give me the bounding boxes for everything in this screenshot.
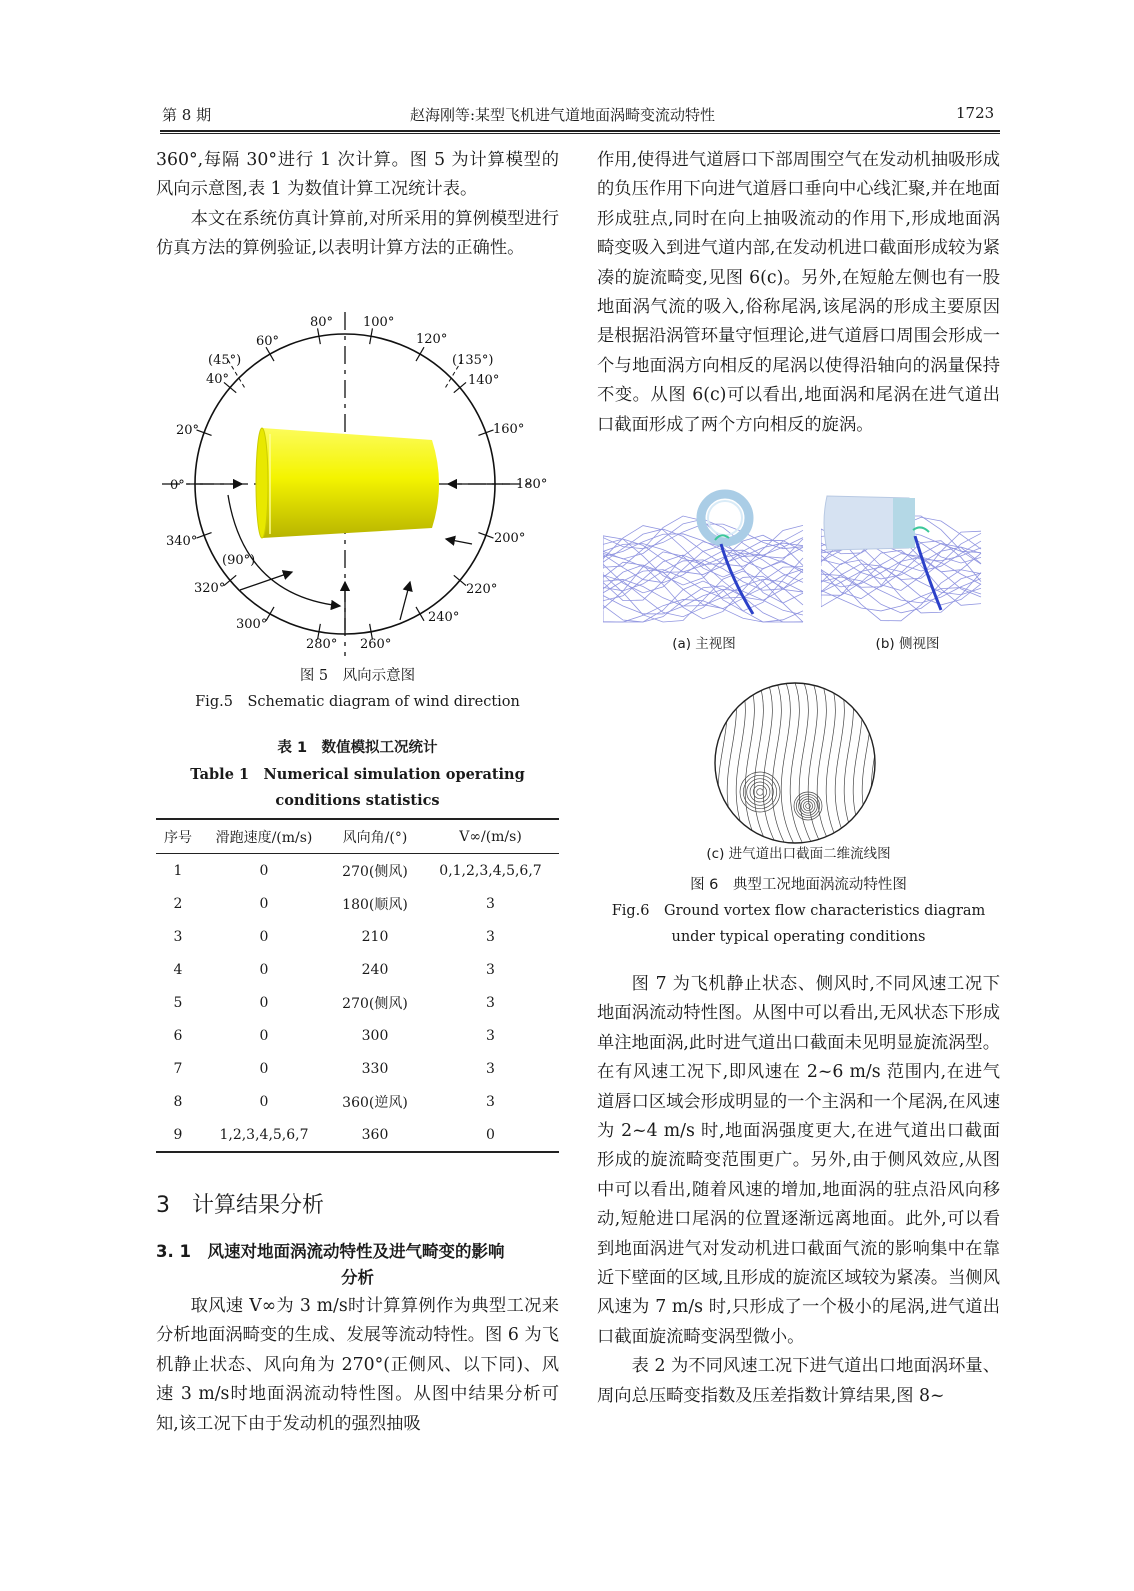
table-cell: 180(顺风): [342, 896, 408, 913]
table-cell: 0: [259, 1027, 269, 1044]
paragraph: 图 7 为飞机静止状态、侧风时,不同风速工况下地面涡流动特性图。从图中可以看出,无风状态下形成单注地面涡,此时进气道出口截面未见明显旋流涡型。 在有风速工况下,即风速在 2~6 m/s 范围内,在进气道唇口区域会形成明显的一个主涡和一个尾涡,在风速为 2~4 m/s 时,地面涡强度更大,在进气道出口截面形成的旋流畸变范围更广。另外,由于侧风效应,从图中可以看出,随着风速的增加,地面涡的驻点沿风向移动,短舱进口尾涡的位置逐渐远离地面。此外,可以看到地面涡进气对发动机进口截面气流的影响集中在靠近下壁面的区域,且形成的旋流区域较为紧凑。当侧风风速为 7 m/s 时,只形成了一个极小的尾涡,进气道出口截面旋流畸变涡型微小。: [597, 974, 1000, 1347]
table-cell: 240: [361, 961, 389, 978]
angle-label: 340°: [166, 534, 198, 549]
table-cell: 3: [486, 994, 495, 1011]
table-cell: 6: [173, 1027, 183, 1044]
fig6a-label: (a) 主视图: [672, 636, 736, 652]
paragraph: 取风速 V∞为 3 m/s时计算算例作为典型工况来分析地面涡畸变的生成、发展等流动特性。图 6 为飞机静止状态、风向角为 270°(正侧风、以下同)、风速 3 m/s时地面涡流动特性图。从图中结果分析可知,该工况下由于发动机的强烈抽吸: [156, 1296, 559, 1434]
table-cell: 3: [486, 961, 495, 978]
table-cell: 210: [361, 928, 389, 945]
fig5-caption-en: Fig.5 Schematic diagram of wind direction: [195, 694, 520, 710]
table-cell: 270(侧风): [342, 863, 408, 880]
angle-label: (45°): [208, 353, 242, 368]
column-header: 风向角/(°): [342, 829, 408, 846]
right-column-top: [597, 146, 1000, 440]
table-cell: 8: [173, 1093, 183, 1110]
subsection-heading: 3. 1 风速对地面涡流动特性及进气畸变的影响: [156, 1242, 505, 1261]
fig6b-label: (b) 侧视图: [875, 636, 940, 652]
table-cell: 360: [361, 1126, 389, 1143]
right-column-bottom: [597, 970, 1000, 1411]
running-title: 赵海刚等:某型飞机进气道地面涡畸变流动特性: [410, 106, 716, 124]
table-cell: 3: [173, 928, 183, 945]
table-cell: 0: [259, 1093, 269, 1110]
fig6-caption-en: Fig.6 Ground vortex flow characteristics diagram: [611, 903, 986, 919]
left-column-bottom: [156, 1292, 559, 1439]
table-cell: 300: [361, 1027, 389, 1044]
column-header: V∞/(m/s): [459, 828, 522, 845]
table1: [156, 818, 559, 1153]
angle-label: 100°: [363, 315, 395, 330]
table-cell: 3: [486, 928, 495, 945]
issue-number: 第 8 期: [162, 106, 212, 124]
left-column-top: [156, 146, 559, 264]
table-cell: 9: [173, 1126, 183, 1143]
angle-label: 60°: [256, 334, 280, 349]
table-cell: 3: [486, 1093, 495, 1110]
table-cell: 3: [486, 1060, 495, 1077]
table-row: [156, 920, 559, 953]
table-row: [156, 1052, 559, 1085]
section-heading: 3 计算结果分析: [156, 1193, 324, 1218]
page-number: 1723: [956, 104, 995, 122]
table-row: [156, 1118, 559, 1152]
table-cell: 1: [173, 862, 183, 879]
table1-title-en-2: conditions statistics: [275, 792, 440, 809]
table-cell: 330: [361, 1060, 389, 1077]
column-header: 滑跑速度/(m/s): [215, 829, 313, 846]
angle-label: 300°: [236, 617, 268, 632]
header-rule: [160, 130, 1000, 134]
wind-direction-diagram: [160, 310, 560, 660]
table-cell: 3: [486, 895, 495, 912]
angle-label: 260°: [360, 637, 392, 652]
table-cell: 0: [259, 994, 269, 1011]
angle-label: 120°: [416, 332, 448, 347]
table1-title-en: Table 1 Numerical simulation operating: [190, 766, 525, 783]
table-cell: 0: [259, 961, 269, 978]
table-row: [156, 1019, 559, 1052]
angle-label: 320°: [194, 581, 226, 596]
angle-label: 280°: [306, 637, 338, 652]
subsection-heading-cont: 分析: [341, 1268, 374, 1287]
table-row: [156, 887, 559, 920]
fig6-caption-cn: 图 6 典型工况地面涡流动特性图: [690, 877, 907, 893]
angle-label: (90°): [222, 553, 256, 568]
table-cell: 5: [173, 994, 183, 1011]
angle-label: 180°: [516, 477, 548, 492]
angle-label: 160°: [493, 422, 525, 437]
fig6c-streamline-image: [712, 680, 878, 846]
table-cell: 1,2,3,4,5,6,7: [219, 1126, 309, 1143]
table-cell: 0: [486, 1126, 495, 1143]
paragraph: 360°,每隔 30°进行 1 次计算。图 5 为计算模型的风向示意图,表 1 为数值计算工况统计表。: [156, 150, 559, 200]
column-header: 序号: [164, 829, 192, 846]
fig6b-side-view-image: [821, 486, 994, 626]
fig5-caption-cn: 图 5 风向示意图: [299, 668, 416, 684]
table-row: [156, 1085, 559, 1118]
paragraph: 本文在系统仿真计算前,对所采用的算例模型进行仿真方法的算例验证,以表明计算方法的正确性。: [156, 208, 559, 259]
table-cell: 0: [259, 928, 269, 945]
table-row: [156, 854, 559, 888]
paragraph: 作用,使得进气道唇口下部周围空气在发动机抽吸形成的负压作用下向进气道唇口垂向中心线汇聚,并在地面形成驻点,同时在向上抽吸流动的作用下,形成地面涡畸变吸入到进气道内部,在发动机进口截面形成较为紧凑的旋流畸变,见图 6(c)。另外,在短舱左侧也有一股地面涡气流的吸入,俗称尾涡,该尾涡的形成主要原因是根据沿涡管环量守恒理论,进气道唇口周围会形成一个与地面涡方向相反的尾涡以使得沿轴向的涡量保持不变。从图 6(c)可以看出,地面涡和尾涡在进气道出口截面形成了两个方向相反的旋涡。: [597, 150, 1000, 435]
table-cell: 0: [259, 862, 269, 879]
table-cell: 4: [173, 961, 183, 978]
angle-label: 0°: [170, 478, 185, 493]
table-row: [156, 986, 559, 1019]
table-cell: 2: [173, 895, 183, 912]
table-header-row: [156, 819, 559, 854]
angle-label: 80°: [310, 315, 334, 330]
angle-label: 40°: [206, 372, 230, 387]
fig6-caption-en-2: under typical operating conditions: [671, 929, 926, 945]
table-cell: 0: [259, 895, 269, 912]
fig6c-label: (c) 进气道出口截面二维流线图: [706, 846, 891, 862]
angle-label: 140°: [468, 373, 500, 388]
angle-label: (135°): [452, 353, 494, 368]
table1-title-cn: 表 1 数值模拟工况统计: [277, 740, 438, 756]
angle-label: 20°: [176, 423, 200, 438]
table-cell: 360(逆风): [342, 1094, 408, 1111]
table-cell: 270(侧风): [342, 995, 408, 1012]
angle-label: 200°: [494, 531, 526, 546]
table-row: [156, 953, 559, 986]
nacelle-model: [257, 428, 439, 538]
table-cell: 3: [486, 1027, 495, 1044]
angle-label: 220°: [466, 582, 498, 597]
angle-label: 240°: [428, 610, 460, 625]
table-cell: 7: [173, 1060, 183, 1077]
fig6a-front-view-image: [603, 486, 805, 626]
paragraph: 表 2 为不同风速工况下进气道出口地面涡环量、周向总压畸变指数及压差指数计算结果,图 8~: [597, 1356, 1000, 1406]
table-cell: 0,1,2,3,4,5,6,7: [439, 862, 542, 879]
table-cell: 0: [259, 1060, 269, 1077]
